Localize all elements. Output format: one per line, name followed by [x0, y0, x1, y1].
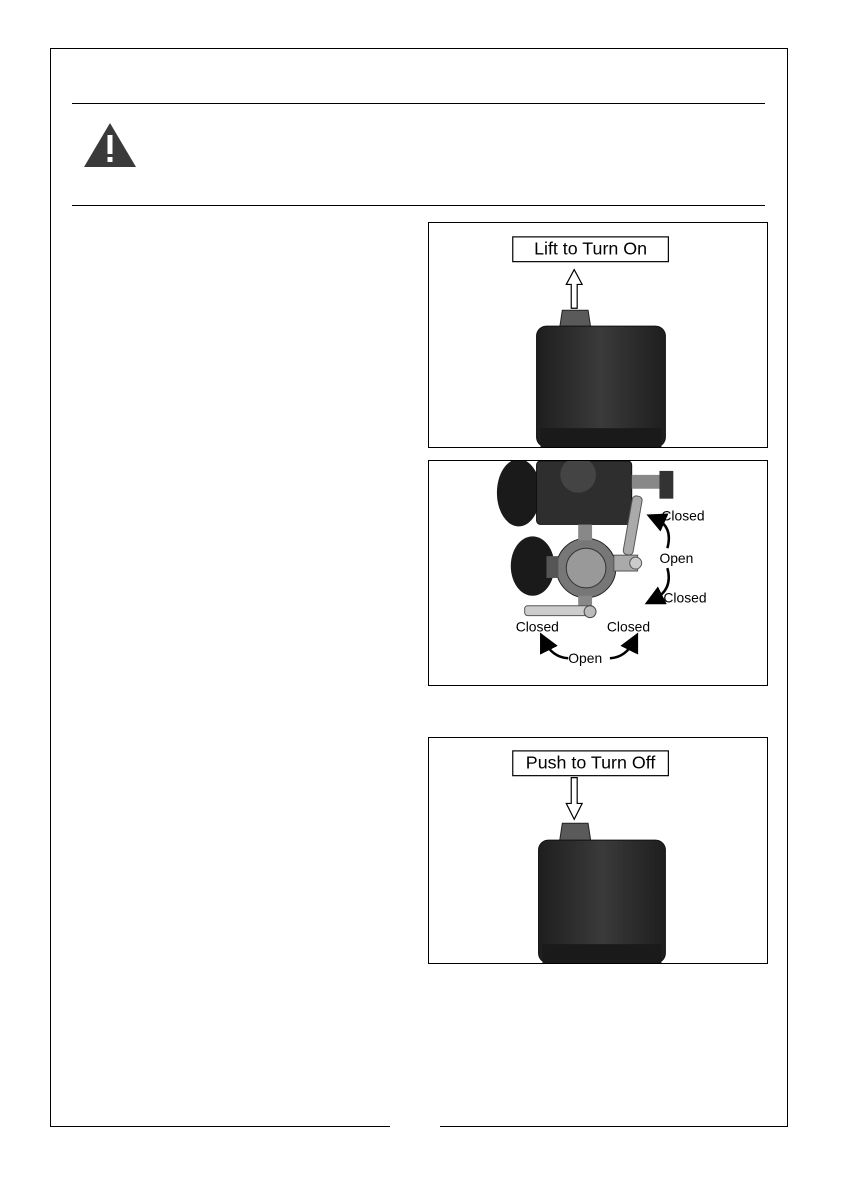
label-right-open: Open: [659, 550, 694, 567]
label-center-closed: Closed: [606, 618, 651, 635]
label-lower-closed: Closed: [663, 589, 707, 606]
switch-on-photo: [428, 222, 768, 448]
switch-off-illustration: [429, 738, 767, 963]
label-left-closed: Closed: [515, 618, 559, 635]
label-bottom-open: Open: [568, 650, 603, 667]
callout-push-label: Push to Turn Off: [525, 752, 656, 773]
warning-triangle-icon: [82, 121, 138, 169]
bottom-valve-lever: [525, 606, 594, 616]
warning-rule-bottom: [72, 205, 765, 206]
down-arrow-icon: [566, 778, 582, 820]
valves-illustration: [429, 461, 767, 685]
switch-on-illustration: [429, 223, 767, 447]
switch-off-photo: [428, 737, 768, 964]
arrow-bottom-left-icon: [544, 641, 568, 658]
up-arrow-icon: [566, 270, 582, 309]
warning-rule-top: [72, 103, 765, 104]
page-number-gap: [390, 1120, 440, 1134]
upper-gauge: [497, 461, 541, 526]
arrow-bottom-right-icon: [610, 641, 634, 658]
valves-photo: [428, 460, 768, 686]
callout-lift-label: Lift to Turn On: [534, 238, 648, 259]
label-upper-closed: Closed: [661, 507, 705, 524]
